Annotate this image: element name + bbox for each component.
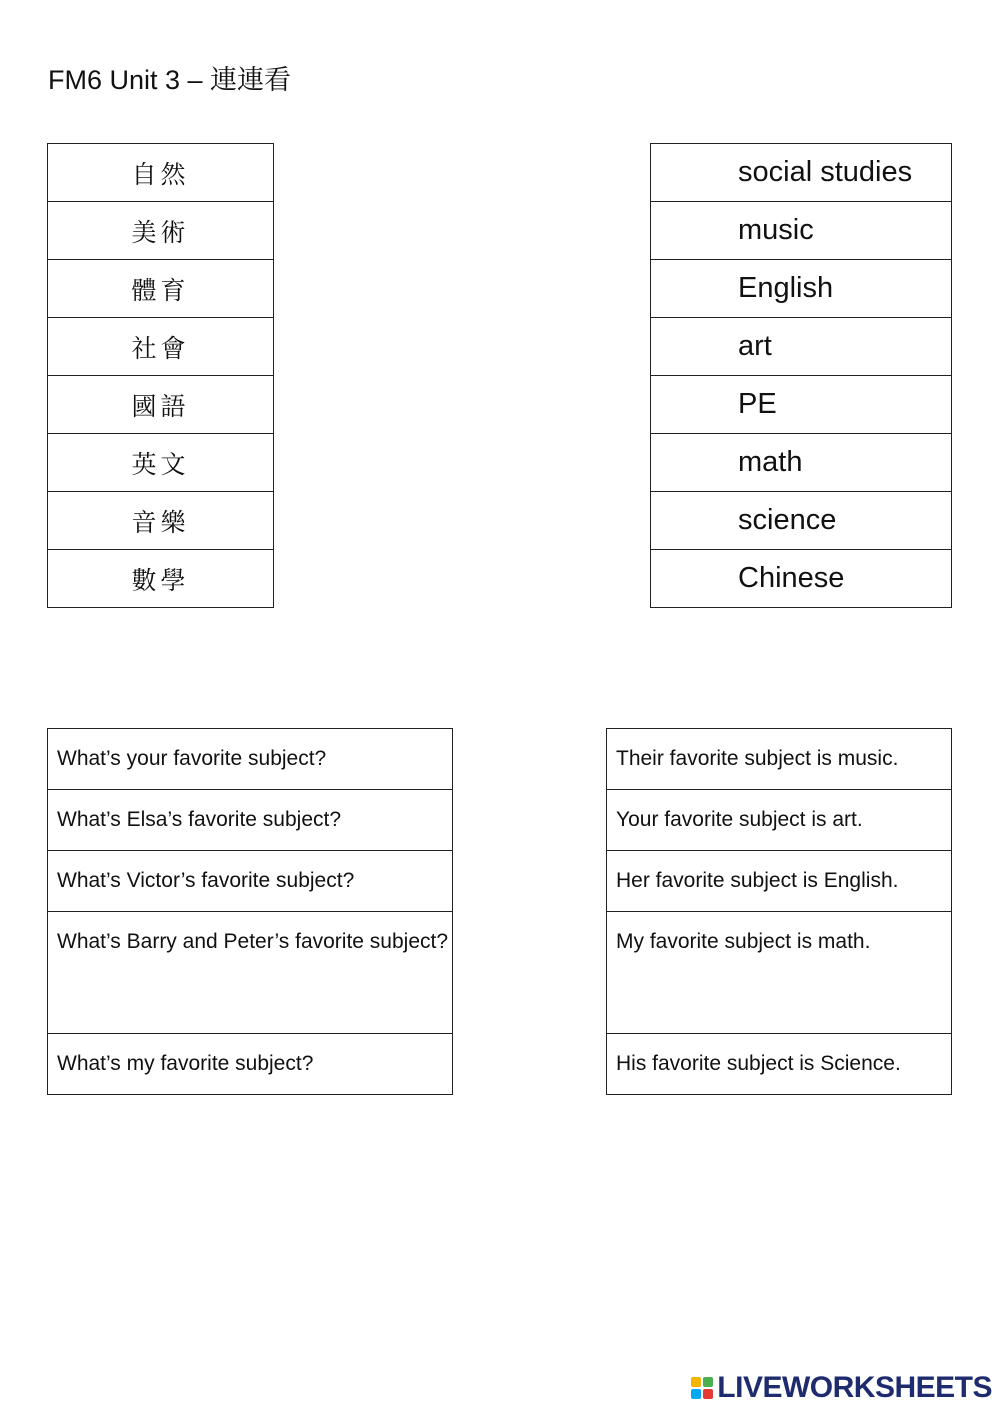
table-row [651, 550, 952, 608]
chinese-subject-cell[interactable]: 英文 [48, 434, 274, 492]
chinese-subject-cell[interactable]: 體育 [48, 260, 274, 318]
answers-table [606, 728, 952, 1095]
questions-table [47, 728, 453, 1095]
chinese-subject-cell[interactable]: 數學 [48, 550, 274, 608]
table-row [651, 144, 952, 202]
english-subject-cell[interactable]: math [651, 434, 952, 492]
answer-cell[interactable]: My favorite subject is math. [607, 912, 952, 1034]
table-row [48, 492, 274, 550]
english-subject-cell[interactable]: social studies [651, 144, 952, 202]
table-row [651, 434, 952, 492]
table-row [48, 1034, 453, 1095]
page-title: FM6 Unit 3 – 連連看 [48, 65, 292, 95]
table-row [651, 260, 952, 318]
table-row [48, 434, 274, 492]
table-row [607, 729, 952, 790]
table-row [48, 260, 274, 318]
table-row [48, 729, 453, 790]
chinese-subject-cell[interactable]: 國語 [48, 376, 274, 434]
answer-cell[interactable]: Your favorite subject is art. [607, 790, 952, 851]
chinese-subject-cell[interactable]: 音樂 [48, 492, 274, 550]
chinese-subjects-table [47, 143, 274, 608]
question-cell[interactable]: What’s Barry and Peter’s favorite subject? [48, 912, 453, 1034]
table-row [651, 376, 952, 434]
table-row [48, 851, 453, 912]
english-subject-cell[interactable]: English [651, 260, 952, 318]
logo-square [691, 1389, 701, 1399]
liveworksheets-logo[interactable] [691, 1371, 992, 1405]
question-cell[interactable]: What’s my favorite subject? [48, 1034, 453, 1095]
table-row [607, 851, 952, 912]
logo-text: LIVEWORKSHEETS [717, 1371, 992, 1404]
table-row [48, 376, 274, 434]
logo-square [691, 1377, 701, 1387]
english-subject-cell[interactable]: music [651, 202, 952, 260]
logo-icon [691, 1377, 713, 1399]
table-row [48, 790, 453, 851]
table-row [607, 912, 952, 1034]
question-cell[interactable]: What’s Victor’s favorite subject? [48, 851, 453, 912]
table-row [48, 144, 274, 202]
table-row [48, 318, 274, 376]
table-row [607, 1034, 952, 1095]
table-row [651, 492, 952, 550]
question-cell[interactable]: What’s Elsa’s favorite subject? [48, 790, 453, 851]
english-subject-cell[interactable]: Chinese [651, 550, 952, 608]
chinese-subject-cell[interactable]: 美術 [48, 202, 274, 260]
answer-cell[interactable]: His favorite subject is Science. [607, 1034, 952, 1095]
table-row [607, 790, 952, 851]
answer-cell[interactable]: Her favorite subject is English. [607, 851, 952, 912]
english-subject-cell[interactable]: art [651, 318, 952, 376]
english-subject-cell[interactable]: PE [651, 376, 952, 434]
table-row [48, 912, 453, 1034]
logo-square [703, 1389, 713, 1399]
english-subject-cell[interactable]: science [651, 492, 952, 550]
chinese-subject-cell[interactable]: 自然 [48, 144, 274, 202]
table-row [48, 202, 274, 260]
table-row [651, 202, 952, 260]
chinese-subject-cell[interactable]: 社會 [48, 318, 274, 376]
question-cell[interactable]: What’s your favorite subject? [48, 729, 453, 790]
english-subjects-table [650, 143, 952, 608]
table-row [48, 550, 274, 608]
answer-cell[interactable]: Their favorite subject is music. [607, 729, 952, 790]
table-row [651, 318, 952, 376]
logo-square [703, 1377, 713, 1387]
